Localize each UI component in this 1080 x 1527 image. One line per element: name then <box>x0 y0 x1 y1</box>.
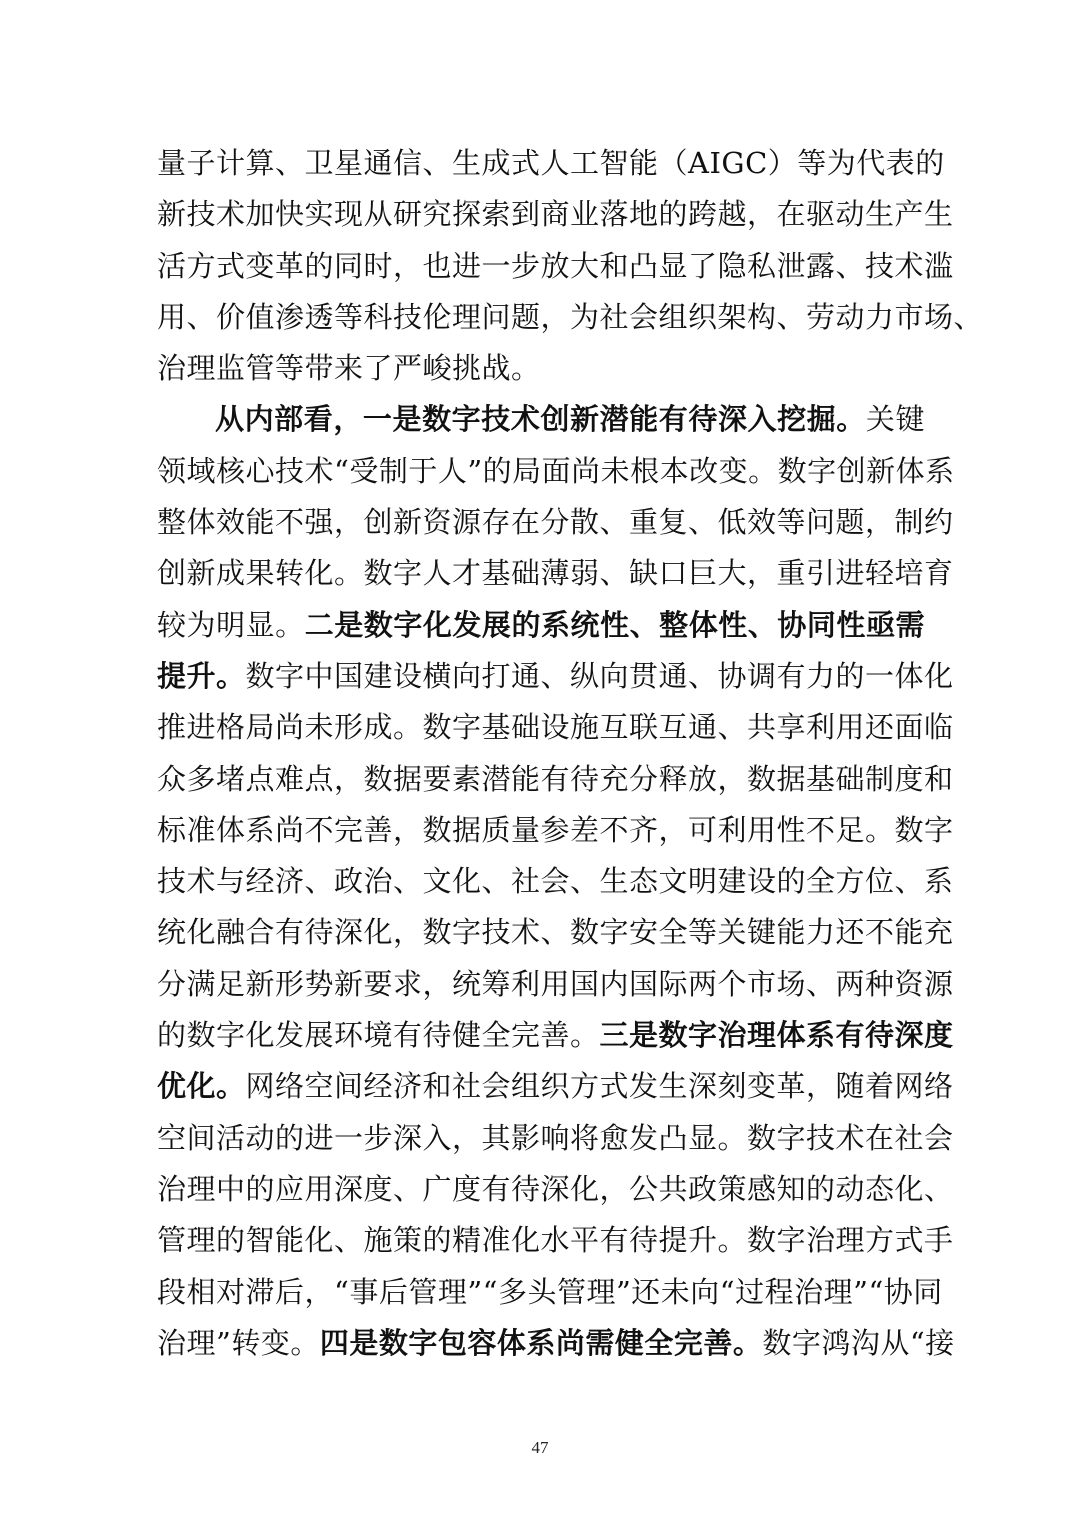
bold-point-four: 四是数字包容体系尚需健全完善。 <box>319 1325 763 1360</box>
paragraph-2-line: 众多堵点难点，数据要素潜能有待充分释放，数据基础制度和 <box>157 761 954 796</box>
body-text-run: 数字鸿沟从“接 <box>762 1325 955 1360</box>
paragraph-2-line: 管理的智能化、施策的精准化水平有待提升。数字治理方式手 <box>157 1223 954 1258</box>
paragraph-2-line <box>157 1061 954 1112</box>
paragraph-2-line <box>157 651 954 702</box>
bold-point-two: 二是数字化发展的系统性、整体性、协同性亟需 <box>304 607 925 642</box>
paragraph-2-line: 创新成果转化。数字人才基础薄弱、缺口巨大，重引进轻培育 <box>157 556 954 591</box>
paragraph-2-line <box>157 1010 954 1061</box>
body-text-run: 较为明显。 <box>157 607 305 642</box>
paragraph-2-line: 统化融合有待深化，数字技术、数字安全等关键能力还不能充 <box>157 915 954 950</box>
paragraph-2-line: 领域核心技术“受制于人”的局面尚未根本改变。数字创新体系 <box>157 453 955 488</box>
paragraph-2-line: 治理中的应用深度、广度有待深化，公共政策感知的动态化、 <box>157 1171 954 1206</box>
paragraph-2-line: 分满足新形势新要求，统筹利用国内国际两个市场、两种资源 <box>157 966 954 1001</box>
paragraph-2-line <box>157 600 925 651</box>
body-text-run: 数字中国建设横向打通、纵向贯通、协调有力的一体化 <box>245 658 954 693</box>
bold-point-three: 三是数字治理体系有待深度 <box>599 1018 954 1053</box>
paragraph-2-line <box>157 1318 955 1369</box>
paragraph-2-line: 空间活动的进一步深入，其影响将愈发凸显。数字技术在社会 <box>157 1120 954 1155</box>
paragraph-1-line: 治理监管等带来了严峻挑战。 <box>157 351 541 386</box>
paragraph-2-line: 段相对滞后，“事后管理”“多头管理”还未向“过程治理”“协同 <box>157 1274 943 1309</box>
body-text-run: 网络空间经济和社会组织方式发生深刻变革，随着网络 <box>245 1069 954 1104</box>
body-text <box>157 138 984 1369</box>
paragraph-1-line: 量子计算、卫星通信、生成式人工智能（AIGC）等为代表的 <box>157 146 945 180</box>
bold-point-two-end: 提升。 <box>157 658 246 693</box>
paragraph-1-line: 活方式变革的同时，也进一步放大和凸显了隐私泄露、技术滥 <box>157 248 954 283</box>
body-text-run: 治理”转变。 <box>157 1325 320 1360</box>
paragraph-1-line: 新技术加快实现从研究探索到商业落地的跨越，在驱动生产生 <box>157 197 954 232</box>
paragraph-2-line <box>157 394 925 445</box>
bold-heading-internal-view: 从内部看，一是数字技术创新潜能有待深入挖掘。 <box>215 402 866 437</box>
page-number: 47 <box>531 1438 549 1457</box>
bold-point-three-end: 优化。 <box>157 1069 246 1104</box>
paragraph-1-line: 用、价值渗透等科技伦理问题，为社会组织架构、劳动力市场、 <box>157 299 984 334</box>
paragraph-2-line: 技术与经济、政治、文化、社会、生态文明建设的全方位、系 <box>157 864 954 899</box>
body-text-run: 的数字化发展环境有待健全完善。 <box>157 1018 600 1053</box>
paragraph-2-line: 标准体系尚不完善，数据质量参差不齐，可利用性不足。数字 <box>157 812 954 847</box>
body-text-run: 关键 <box>865 402 925 437</box>
paragraph-2-line: 推进格局尚未形成。数字基础设施互联互通、共享利用还面临 <box>157 710 954 745</box>
paragraph-2-line: 整体效能不强，创新资源存在分散、重复、低效等问题，制约 <box>157 505 954 540</box>
